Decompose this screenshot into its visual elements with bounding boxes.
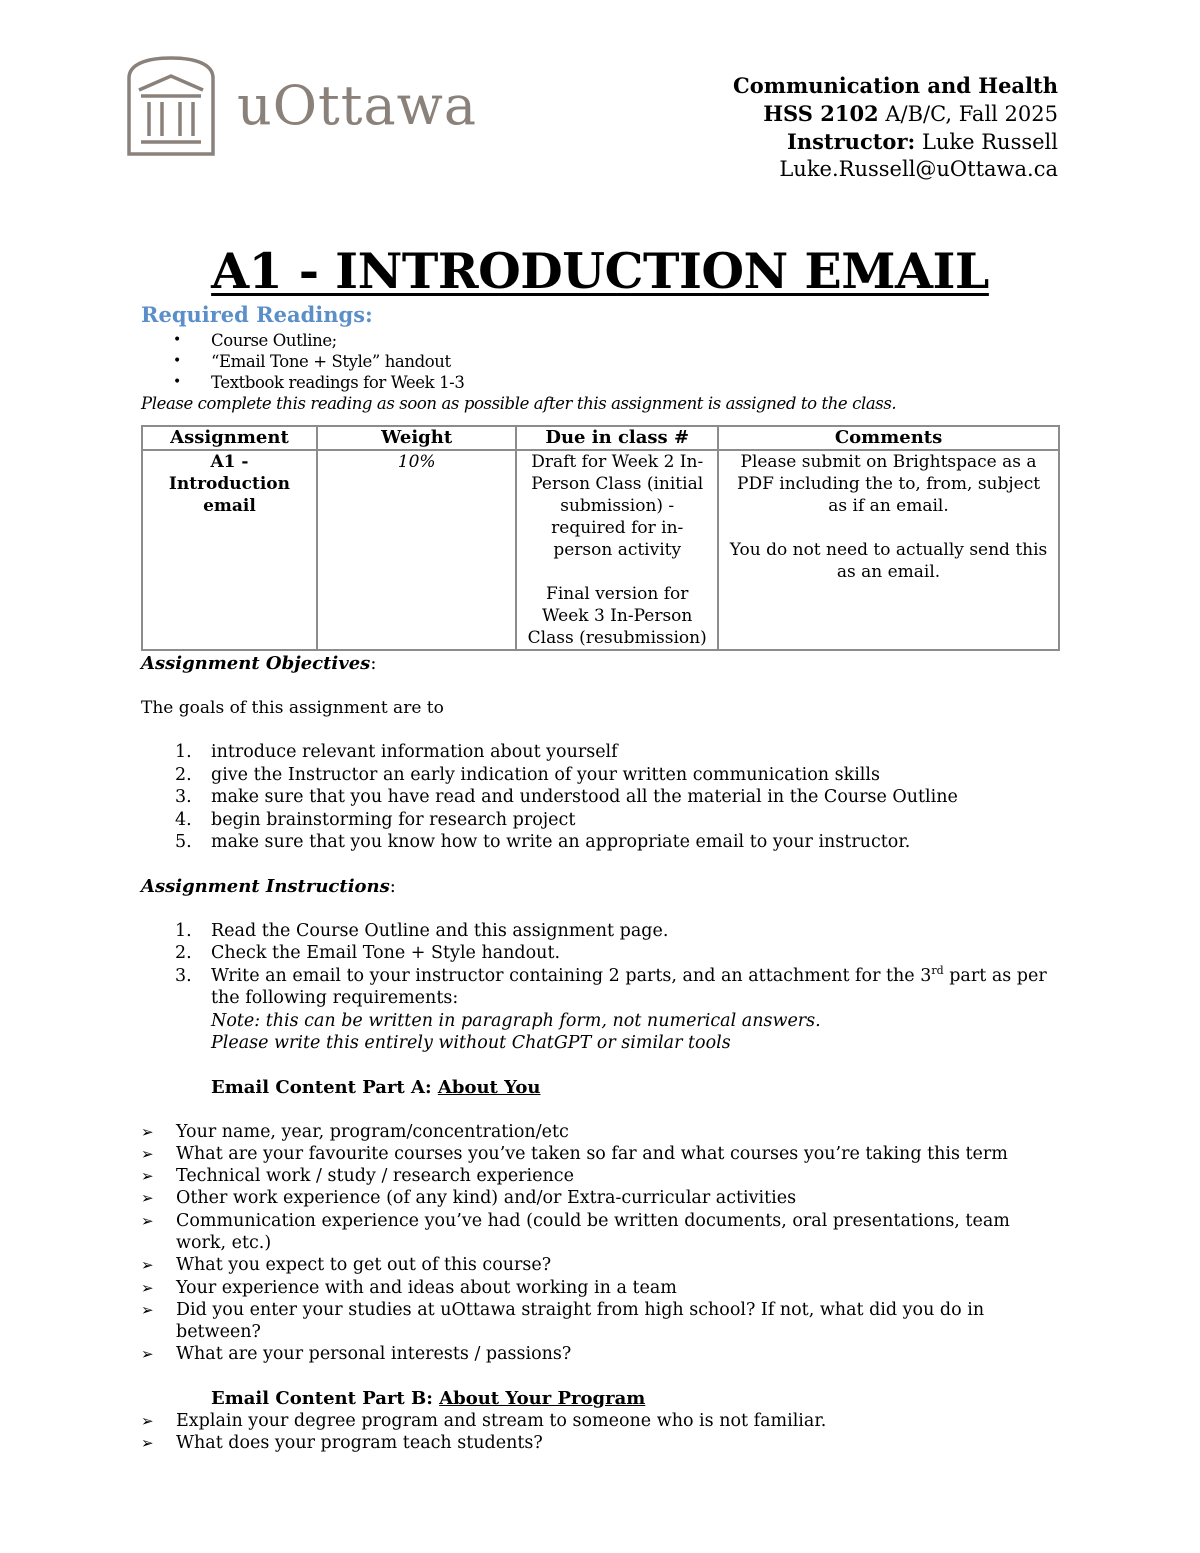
list-item: make sure that you know how to write an appropriate email to your instructor.	[211, 832, 911, 852]
comments-cell	[718, 450, 1059, 650]
document-body	[141, 300, 1061, 1454]
weight-cell: 10%	[317, 450, 516, 650]
assignment-table	[141, 425, 1060, 651]
part-b-heading: Email Content Part B: About Your Program	[211, 1387, 646, 1409]
list-item: begin brainstorming for research project	[211, 809, 576, 830]
table-header: Due in class #	[516, 426, 718, 450]
list-item: • “Email Tone + Style” handout	[211, 351, 1061, 372]
instructor: Instructor: Luke Russell	[787, 129, 1058, 154]
course-info	[733, 72, 1058, 183]
list-item: ➢ Your experience with and ideas about working in a team	[176, 1277, 1061, 1299]
instruction-note: Please write this entirely without ChatGPT or similar tools	[211, 1033, 731, 1053]
table-row	[142, 450, 1059, 650]
objectives-heading: Assignment Objectives:	[141, 653, 377, 674]
comment-send: You do not need to actually send this as an email.	[729, 540, 1048, 582]
objectives-intro: The goals of this assignment are to	[141, 698, 444, 718]
objectives-list	[141, 741, 1061, 854]
page-title: A1 - INTRODUCTION EMAIL	[211, 242, 989, 300]
due-final: Final version for Week 3 In-Person Class (resubmission)	[527, 584, 707, 648]
comment-submit: Please submit on Brightspace as a PDF including the to, from, subject as if an email.	[737, 452, 1041, 516]
table-header: Weight	[317, 426, 516, 450]
instruction-note: Note: this can be written in paragraph form, not numerical answers.	[211, 1010, 821, 1031]
part-b-list	[141, 1410, 1061, 1455]
list-item: ➢ What you expect to get out of this course?	[176, 1254, 1061, 1276]
instructions-list	[141, 920, 1061, 1055]
logo-text: uOttawa	[237, 74, 478, 137]
part-a-list	[141, 1121, 1061, 1366]
list-item: • Textbook readings for Week 1-3	[211, 372, 1061, 393]
due-draft: Draft for Week 2 In-Person Class (initial submission) - required for in-person activity	[531, 452, 704, 560]
required-readings-heading: Required Readings:	[141, 302, 373, 327]
list-item: ➢ Explain your degree program and stream to someone who is not familiar.	[176, 1410, 1061, 1432]
list-item: ➢ Other work experience (of any kind) and/or Extra-curricular activities	[176, 1187, 1061, 1209]
list-item: ➢ What are your personal interests / passions?	[176, 1343, 1061, 1365]
course-code: HSS 2102 A/B/C, Fall 2025	[763, 101, 1058, 126]
list-item: ➢ Technical work / study / research experience	[176, 1165, 1061, 1187]
due-cell	[516, 450, 718, 650]
reading-note: Please complete this reading as soon as possible after this assignment is assigned to the class.	[141, 394, 897, 413]
list-item: Check the Email Tone + Style handout.	[211, 943, 561, 963]
list-item: ➢ Did you enter your studies at uOttawa straight from high school? If not, what did you do in between?	[176, 1299, 1061, 1344]
table-header: Assignment	[142, 426, 317, 450]
table-header: Comments	[718, 426, 1059, 450]
instructor-email: Luke.Russell@uOttawa.ca	[779, 157, 1058, 181]
table-header-row	[142, 426, 1059, 450]
list-item: Read the Course Outline and this assignment page.	[211, 920, 669, 941]
list-item: give the Instructor an early indication of your written communication skills	[211, 764, 880, 785]
building-icon	[127, 56, 215, 156]
instructions-heading: Assignment Instructions:	[141, 875, 396, 897]
list-item: ➢ What are your favourite courses you’ve taken so far and what courses you’re taking this term	[176, 1143, 1061, 1165]
list-item: ➢ Your name, year, program/concentration/etc	[176, 1121, 1061, 1143]
required-readings-list	[141, 330, 1061, 393]
assignment-cell: A1 - Introduction email	[142, 450, 317, 650]
list-item: ➢ Communication experience you’ve had (could be written documents, oral presentations, team work, etc.)	[176, 1210, 1061, 1255]
list-item: Write an email to your instructor containing 2 parts, and an attachment for the 3rd part as per the following requirements: Note: this can be written in paragraph form, not numerical answers. Please write this entirely without ChatGPT or similar tools	[211, 963, 1047, 1053]
list-item: ➢ What does your program teach students?	[176, 1432, 1061, 1454]
list-item: make sure that you have read and understood all the material in the Course Outline	[211, 787, 958, 807]
list-item: introduce relevant information about yourself	[211, 742, 618, 762]
list-item: • Course Outline;	[211, 330, 1061, 351]
uottawa-logo	[127, 56, 477, 156]
course-title: Communication and Health	[733, 73, 1058, 98]
part-a-heading: Email Content Part A: About You	[211, 1076, 541, 1098]
